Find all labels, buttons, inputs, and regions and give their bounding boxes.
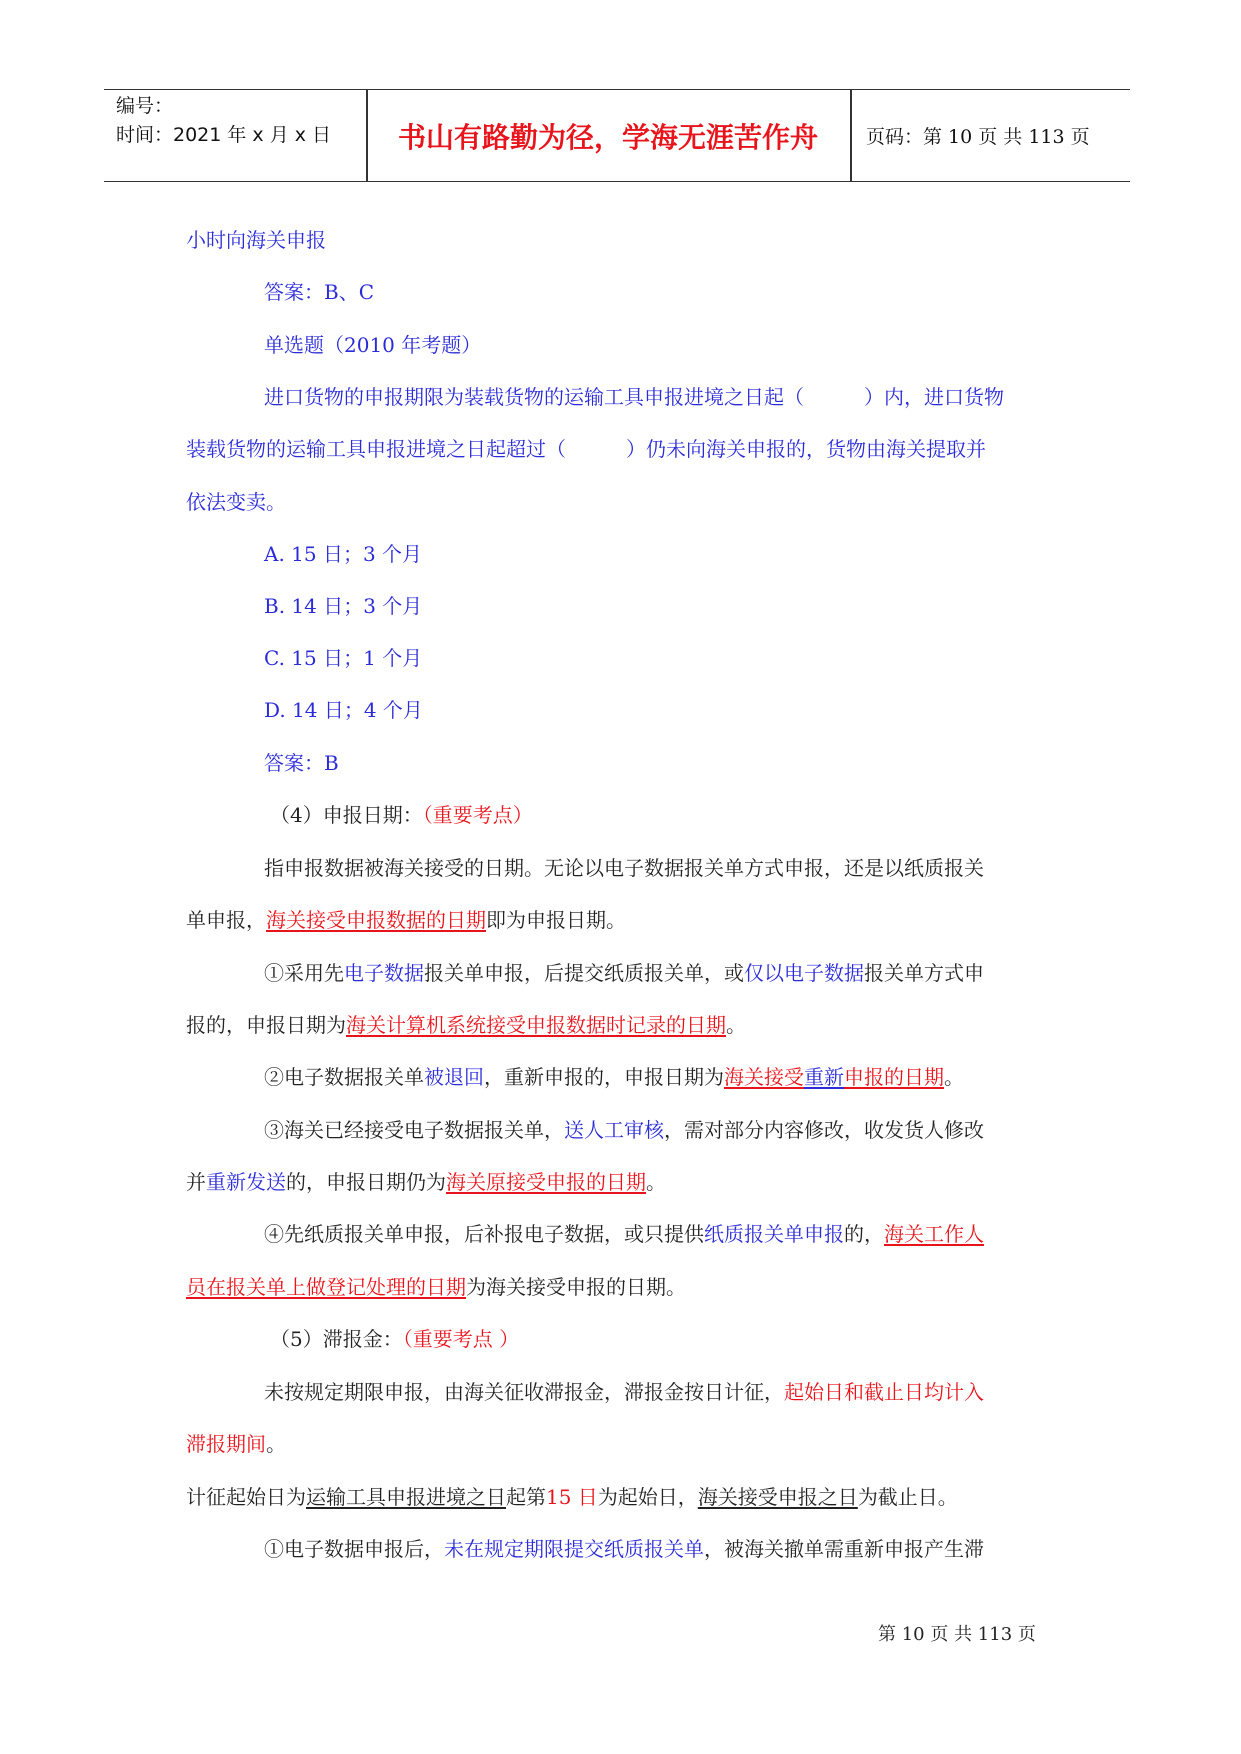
paragraph-line: ④先纸质报关单申报，后补报电子数据，或只提供纸质报关单申报的，海关工作人	[264, 1222, 984, 1246]
highlight-text: 重新	[804, 1065, 844, 1089]
page-header	[104, 89, 1130, 182]
answer-line: 答案：B	[264, 751, 339, 775]
paragraph-line: 并重新发送的，申报日期仍为海关原接受申报的日期。	[186, 1170, 666, 1194]
option-d: D. 14 日；4 个月	[264, 698, 423, 722]
paragraph-line: 员在报关单上做登记处理的日期为海关接受申报的日期。	[186, 1275, 686, 1299]
highlight-text: 仅以电子数据	[744, 961, 864, 985]
header-motto: 书山有路勤为径，学海无涯苦作舟	[397, 120, 818, 154]
highlight-text: 重新发送	[206, 1170, 286, 1194]
highlight-text: 海关计算机系统接受申报数据时记录的日期	[346, 1013, 726, 1037]
option-b: B. 14 日；3 个月	[264, 594, 423, 618]
paragraph-line: 滞报期间。	[186, 1432, 286, 1456]
highlight-text: 海关工作人	[884, 1222, 984, 1246]
page-footer: 第 10 页 共 113 页	[878, 1624, 1036, 1645]
highlight-text: 被退回	[424, 1065, 484, 1089]
option-a: A. 15 日；3 个月	[264, 542, 423, 566]
paragraph-line: 未按规定期限申报，由海关征收滞报金，滞报金按日计征，起始日和截止日均计入	[264, 1380, 984, 1404]
highlight-text: 送人工审核	[564, 1118, 664, 1142]
header-divider	[850, 90, 852, 181]
header-meta	[116, 92, 366, 150]
highlight-text: 电子数据	[344, 961, 424, 985]
paragraph-line: 计征起始日为运输工具申报进境之日起第15 日为起始日，海关接受申报之日为截止日。	[186, 1485, 958, 1509]
paragraph-line: ①采用先电子数据报关单申报，后提交纸质报关单，或仅以电子数据报关单方式申	[264, 961, 984, 985]
option-c: C. 15 日；1 个月	[264, 646, 423, 670]
section-title: （5）滞报金：	[270, 1327, 403, 1351]
highlight-text: 海关接受	[724, 1065, 804, 1089]
highlight-text: 员在报关单上做登记处理的日期	[186, 1275, 466, 1299]
paragraph-line: ①电子数据申报后，未在规定期限提交纸质报关单，被海关撤单需重新申报产生滞	[264, 1537, 984, 1561]
highlight-text: 纸质报关单申报	[704, 1222, 844, 1246]
highlight-text: 海关接受申报数据的日期	[266, 908, 486, 932]
question-text: 依法变卖。	[186, 490, 286, 514]
highlight-text: 申报的日期	[844, 1065, 944, 1089]
paragraph-line: 报的，申报日期为海关计算机系统接受申报数据时记录的日期。	[186, 1013, 746, 1037]
serial-label: 编号：	[116, 95, 174, 117]
text-line: 小时向海关申报	[186, 228, 326, 252]
header-page-code: 页码：第 10 页 共 113 页	[866, 126, 1090, 148]
question-text: 进口货物的申报期限为装载货物的运输工具申报进境之日起（ ）内，进口货物	[264, 385, 1004, 409]
section-heading-4	[270, 799, 533, 828]
section-heading-5	[270, 1323, 519, 1352]
paragraph-line: ②电子数据报关单被退回，重新申报的，申报日期为海关接受重新申报的日期。	[264, 1065, 964, 1089]
question-text: 装载货物的运输工具申报进境之日起超过（ ）仍未向海关申报的，货物由海关提取并	[186, 437, 986, 461]
highlight-text: 滞报期间	[186, 1432, 266, 1456]
paragraph-line: ③海关已经接受电子数据报关单，送人工审核，需对部分内容修改，收发货人修改	[264, 1118, 984, 1142]
paragraph-line: 单申报，海关接受申报数据的日期即为申报日期。	[186, 908, 626, 932]
section-title: （4）申报日期：	[270, 803, 423, 827]
highlight-text: 15 日	[546, 1485, 598, 1509]
question-type: 单选题（2010 年考题）	[264, 333, 482, 357]
key-point-tag: （重要考点 ）	[402, 1327, 520, 1351]
time-label: 时间：2021 年 x 月 x 日	[116, 124, 332, 146]
highlight-text: 未在规定期限提交纸质报关单	[444, 1537, 704, 1561]
highlight-text: 起始日和截止日均计入	[784, 1380, 984, 1404]
paragraph-line: 指申报数据被海关接受的日期。无论以电子数据报关单方式申报，还是以纸质报关	[264, 856, 984, 880]
key-point-tag: （重要考点）	[422, 803, 533, 827]
underlined-text: 运输工具申报进境之日	[306, 1485, 506, 1509]
highlight-text: 海关原接受申报的日期	[446, 1170, 646, 1194]
answer-line: 答案：B、C	[264, 280, 374, 304]
underlined-text: 海关接受申报之日	[697, 1485, 858, 1509]
